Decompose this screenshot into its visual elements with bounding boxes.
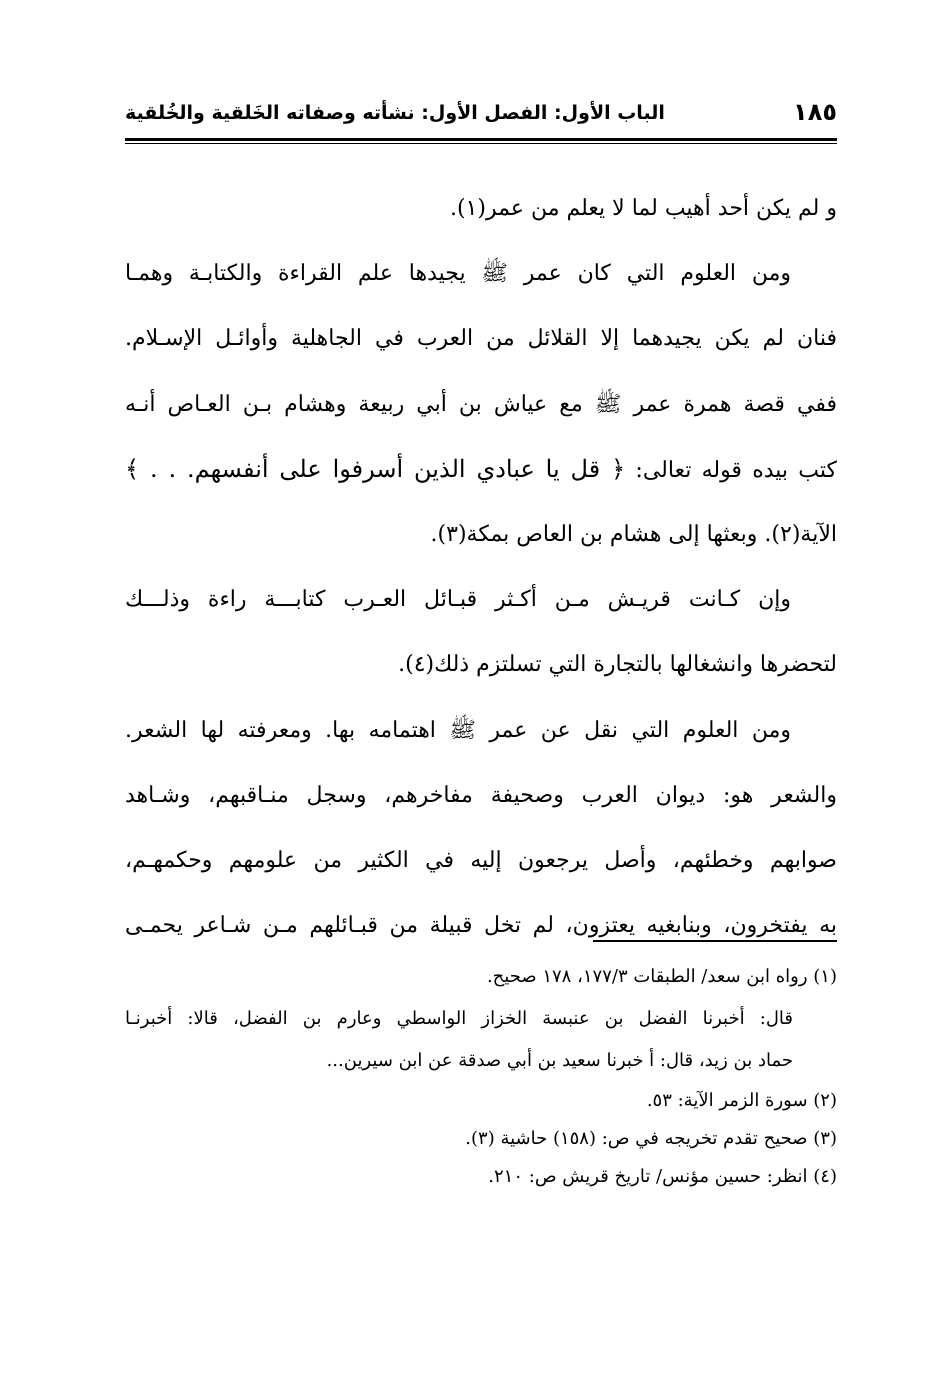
footnote-1: (١) رواه ابن سعد/ الطبقات ١٧٧/٣، ١٧٨ صحيح. (486, 966, 837, 987)
footnote-separator (593, 940, 837, 942)
text-line-with-verse (125, 437, 837, 502)
page-number: ١٨٥ (793, 98, 837, 126)
text-line: الآية(٢). وبعثها إلى هشام بن العاص بمكة(٣). (430, 521, 837, 547)
running-header (125, 96, 837, 136)
text-line: به يفتخرون، وبنابغيه يعتزون، لم تخل قبيلة من قبـائلهم مـن شـاعر يحمـى (125, 913, 837, 939)
text-line: وإن كـانت قريـش مـن أكـثر قبـائل العـرب كتابـــة راءة وذلـــك (125, 587, 791, 613)
text-line: لتحضرها وانشغالها بالتجارة التي تسلتزم ذلك(٤). (398, 652, 837, 678)
text-line: و لم يكن أحد أهيب لما لا يعلم من عمر(١). (450, 196, 837, 221)
footnote-2: (٢) سورة الزمر الآية: ٥٣. (646, 1090, 837, 1111)
footnote-1-continuation: حماد بن زيد، قال: أ خبرنا سعيد بن أبي صدقة عن ابن سيرين... (326, 1050, 793, 1071)
text-line: فنان لم يكن يجيدهما إلا القلائل من العرب في الجاهلية وأوائـل الإسـلام. (125, 326, 837, 352)
footnotes (125, 956, 837, 1196)
text-line: ومن العلوم التي نقل عن عمر ﷺ اهتمامه بها. ومعرفته لها الشعر. (125, 717, 791, 743)
text-line: والشعر هو: ديوان العرب وصحيفة مفاخرهم، وسجل منـاقبهم، وشـاهد (125, 782, 837, 808)
running-header-title: الباب الأول: الفصل الأول: نشأته وصفاته الخَلقية والخُلقية (125, 102, 665, 124)
text-line: ففي قصة همرة عمر ﷺ مع عياش بن أبي ربيعة وهشام بـن العـاص أنـه (125, 391, 837, 417)
main-text (125, 176, 837, 958)
verse-intro: كتب بيده قوله تعالى: (635, 457, 837, 483)
text-line: ومن العلوم التي كان عمر ﷺ يجيدها علم القراءة والكتابـة وهمـا (125, 261, 791, 287)
footnote-4: (٤) انظر: حسين مؤنس/ تاريخ قريش ص: ٢١٠. (488, 1166, 837, 1187)
footnote-1-continuation: قال: أخبرنا الفضل بن عنبسة الخزاز الواسطي وعارم بن الفضل، قالا: أخبرنـا (125, 1008, 793, 1029)
footnote-3: (٣) صحيح تقدم تخريجه في ص: (١٥٨) حاشية (٣). (465, 1128, 837, 1149)
text-line: صوابهم وخطئهم، وأصل يرجعون إليه في الكثير من علومهم وحكمهـم، (125, 847, 837, 873)
quran-verse: ﴿ قل يا عبادي الذين أسرفوا على أنفسهم. . . ﴾ (125, 454, 626, 483)
header-rule (125, 138, 837, 144)
